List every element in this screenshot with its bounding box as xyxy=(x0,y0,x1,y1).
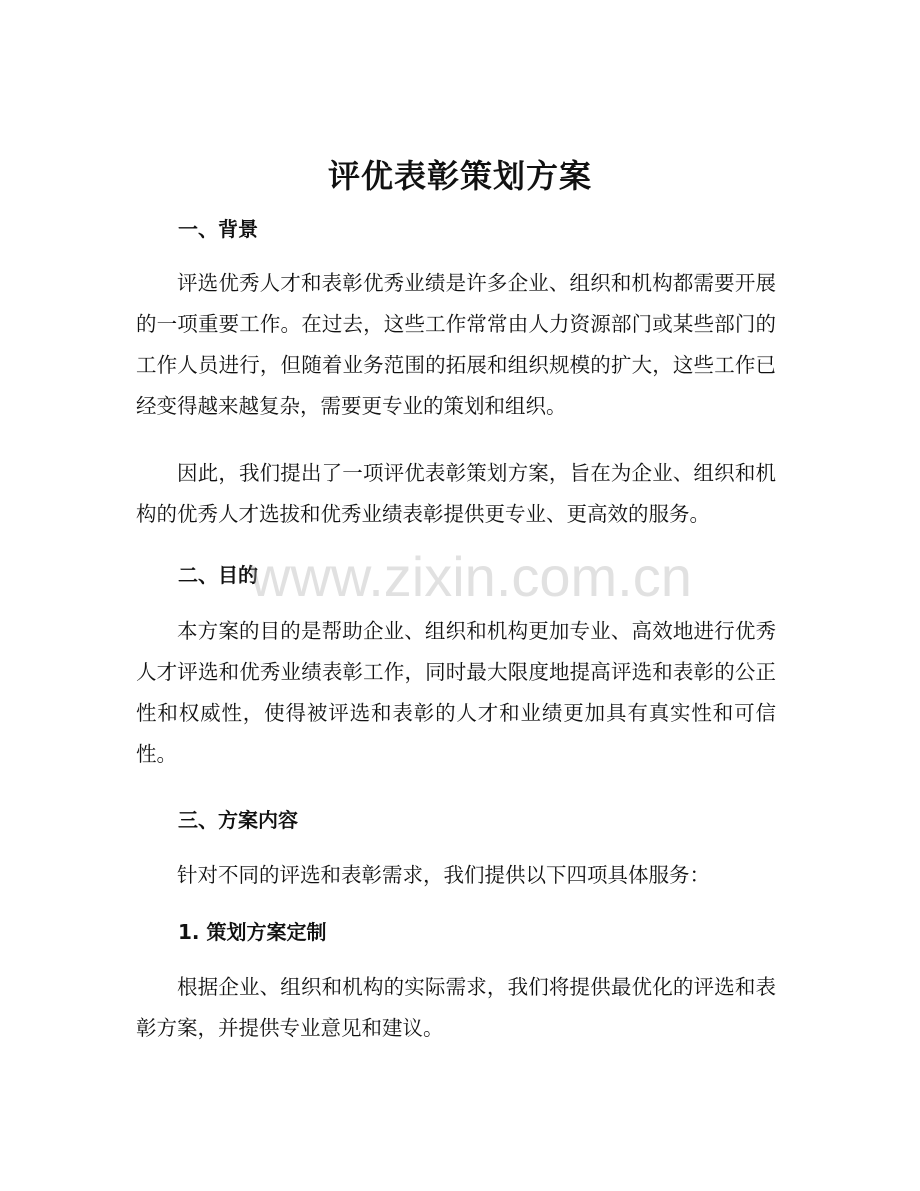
paragraph-content-1: 针对不同的评选和表彰需求，我们提供以下四项具体服务： xyxy=(177,863,710,887)
paragraph-purpose-1: 本方案的目的是帮助企业、组织和机构更加专业、高效地进行优秀人才评选和优秀业绩表彰工作，同时最大限度地提高评选和表彰的公正性和权威性，使得被评选和表彰的人才和业绩更加具有真实性和可信性。 xyxy=(136,619,776,766)
subsection-heading-service-1: 1. 策划方案定制 xyxy=(178,920,327,944)
paragraph-service-1: 根据企业、组织和机构的实际需求，我们将提供最优化的评选和表彰方案，并提供专业意见和建议。 xyxy=(136,975,776,1040)
section-heading-purpose: 二、目的 xyxy=(178,563,258,587)
section-heading-background: 一、背景 xyxy=(178,217,258,241)
section-heading-content: 三、方案内容 xyxy=(178,808,298,832)
document-title: 评优表彰策划方案 xyxy=(327,157,592,195)
paragraph-background-2: 因此，我们提出了一项评优表彰策划方案，旨在为企业、组织和机构的优秀人才选拔和优秀业绩表彰提供更专业、更高效的服务。 xyxy=(136,461,776,526)
watermark-text: www.zixin.com.cn xyxy=(250,545,692,608)
paragraph-background-1: 评选优秀人才和表彰优秀业绩是许多企业、组织和机构都需要开展的一项重要工作。在过去，这些工作常常由人力资源部门或某些部门的工作人员进行，但随着业务范围的拓展和组织规模的扩大，这些工作已经变得越来越复杂，需要更专业的策划和组织。 xyxy=(136,271,776,418)
